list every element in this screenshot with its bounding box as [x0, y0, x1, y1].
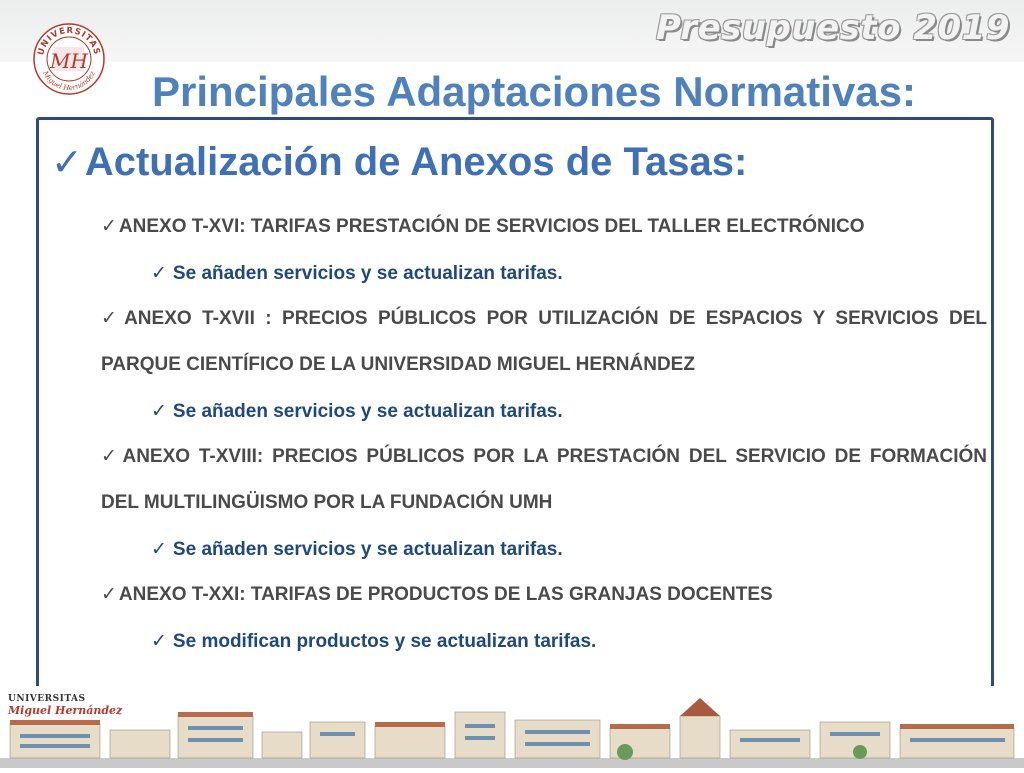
footer-brand-top: UNIVERSITAS — [8, 694, 86, 704]
footer-buildings-banner — [0, 686, 1024, 768]
footer-brand — [8, 694, 122, 716]
svg-text:MH: MH — [50, 49, 88, 73]
svg-text:UNIVERSITAS: UNIVERSITAS — [36, 25, 102, 57]
annex-note-text: Se añaden servicios y se actualizan tarifas. — [172, 263, 563, 284]
checkmark-icon: ✓ — [101, 584, 117, 605]
page-title: Principales Adaptaciones Normativas: — [151, 68, 917, 115]
annex-note — [151, 538, 563, 561]
checkmark-icon: ✓ — [101, 216, 117, 237]
annex-item-t-xviii — [101, 434, 987, 526]
annex-note-text: Se modifican productos y se actualizan tarifas. — [172, 631, 597, 652]
annex-item-t-xvii — [101, 296, 987, 388]
checkmark-icon: ✓ — [151, 539, 167, 560]
section-heading — [51, 140, 747, 185]
annex-label: ANEXO T-XVII : PRECIOS PÚBLICOS POR UTILIZACIÓN DE ESPACIOS Y SERVICIOS DEL PARQUE CIENTÍFICO DE LA UNIVERSIDAD MIGUEL HERNÁNDEZ — [101, 308, 987, 375]
budget-title: Presupuesto 2019 — [655, 8, 1010, 48]
annex-note — [151, 400, 563, 423]
checkmark-icon: ✓ — [151, 631, 167, 652]
annex-note-text: Se añaden servicios y se actualizan tarifas. — [172, 401, 563, 422]
checkmark-icon: ✓ — [151, 401, 167, 422]
annex-note-text: Se añaden servicios y se actualizan tarifas. — [172, 539, 563, 560]
section-heading-text: Actualización de Anexos de Tasas: — [84, 140, 748, 184]
annex-label: ANEXO T-XVI: TARIFAS PRESTACIÓN DE SERVICIOS DEL TALLER ELECTRÓNICO — [118, 216, 865, 237]
content-panel — [36, 117, 994, 695]
footer-brand-bottom: Miguel Hernández — [8, 704, 123, 717]
checkmark-icon: ✓ — [51, 142, 83, 184]
annex-note — [151, 630, 596, 653]
annex-item-t-xxi — [101, 572, 987, 618]
campus-buildings-illustration — [0, 686, 1024, 768]
svg-text:Miguel Hernández: Miguel Hernández — [41, 69, 97, 93]
annex-item-t-xvi — [101, 204, 987, 250]
annex-note — [151, 262, 563, 285]
annex-label: ANEXO T-XXI: TARIFAS DE PRODUCTOS DE LAS GRANJAS DOCENTES — [118, 584, 773, 605]
checkmark-icon: ✓ — [101, 446, 121, 467]
checkmark-icon: ✓ — [101, 308, 123, 329]
annex-label: ANEXO T-XVIII: PRECIOS PÚBLICOS POR LA PRESTACIÓN DEL SERVICIO DE FORMACIÓN DEL MULTILINGÜISMO POR LA FUNDACIÓN UMH — [101, 446, 987, 513]
checkmark-icon: ✓ — [151, 263, 167, 284]
